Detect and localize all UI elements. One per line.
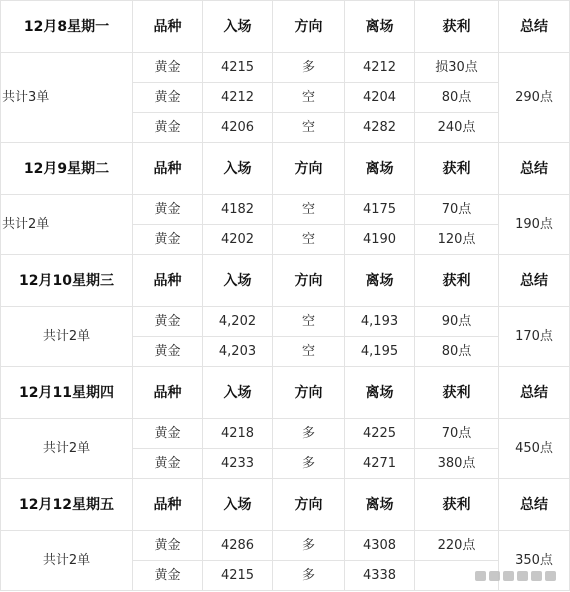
profit-header: 获利 <box>415 143 499 195</box>
direction-cell: 多 <box>273 561 345 591</box>
variety-cell: 黄金 <box>133 225 203 255</box>
variety-cell: 黄金 <box>133 53 203 83</box>
day-date: 12月9星期二 <box>1 143 133 195</box>
entry-header: 入场 <box>203 143 273 195</box>
trade-row <box>1 53 570 83</box>
entry-header: 入场 <box>203 255 273 307</box>
profit-cell: 70点 <box>415 195 499 225</box>
direction-header: 方向 <box>273 1 345 53</box>
trade-count: 共计3单 <box>1 53 133 143</box>
trade-row <box>1 195 570 225</box>
day-header-row <box>1 479 570 531</box>
direction-cell: 多 <box>273 53 345 83</box>
variety-cell: 黄金 <box>133 195 203 225</box>
summary-header: 总结 <box>499 255 570 307</box>
direction-cell: 多 <box>273 449 345 479</box>
direction-cell: 空 <box>273 113 345 143</box>
direction-cell: 空 <box>273 307 345 337</box>
profit-header: 获利 <box>415 367 499 419</box>
variety-header: 品种 <box>133 255 203 307</box>
entry-cell: 4,202 <box>203 307 273 337</box>
day-total: 290点 <box>499 53 570 143</box>
exit-cell: 4,195 <box>345 337 415 367</box>
variety-header: 品种 <box>133 143 203 195</box>
profit-cell: 240点 <box>415 113 499 143</box>
entry-cell: 4212 <box>203 83 273 113</box>
variety-header: 品种 <box>133 367 203 419</box>
profit-cell: 损30点 <box>415 53 499 83</box>
entry-cell: 4215 <box>203 561 273 591</box>
day-date: 12月8星期一 <box>1 1 133 53</box>
summary-header: 总结 <box>499 143 570 195</box>
day-total: 450点 <box>499 419 570 479</box>
entry-cell: 4202 <box>203 225 273 255</box>
entry-cell: 4233 <box>203 449 273 479</box>
day-header-row <box>1 1 570 53</box>
trade-count: 共计2单 <box>1 307 133 367</box>
profit-cell: 220点 <box>415 531 499 561</box>
direction-cell: 空 <box>273 83 345 113</box>
exit-cell: 4282 <box>345 113 415 143</box>
entry-header: 入场 <box>203 1 273 53</box>
entry-cell: 4286 <box>203 531 273 561</box>
profit-cell: 380点 <box>415 449 499 479</box>
exit-header: 离场 <box>345 255 415 307</box>
entry-cell: 4218 <box>203 419 273 449</box>
direction-header: 方向 <box>273 143 345 195</box>
exit-cell: 4204 <box>345 83 415 113</box>
entry-cell: 4,203 <box>203 337 273 367</box>
variety-header: 品种 <box>133 479 203 531</box>
day-total: 190点 <box>499 195 570 255</box>
variety-cell: 黄金 <box>133 337 203 367</box>
summary-header: 总结 <box>499 367 570 419</box>
entry-header: 入场 <box>203 479 273 531</box>
exit-cell: 4308 <box>345 531 415 561</box>
day-date: 12月10星期三 <box>1 255 133 307</box>
direction-cell: 多 <box>273 531 345 561</box>
trade-count: 共计2单 <box>1 419 133 479</box>
day-total: 350点 <box>499 531 570 591</box>
direction-cell: 空 <box>273 337 345 367</box>
variety-cell: 黄金 <box>133 113 203 143</box>
variety-cell: 黄金 <box>133 449 203 479</box>
variety-header: 品种 <box>133 1 203 53</box>
day-date: 12月11星期四 <box>1 367 133 419</box>
profit-cell: 80点 <box>415 337 499 367</box>
exit-header: 离场 <box>345 1 415 53</box>
day-date: 12月12星期五 <box>1 479 133 531</box>
profit-cell: 120点 <box>415 225 499 255</box>
entry-cell: 4182 <box>203 195 273 225</box>
variety-cell: 黄金 <box>133 531 203 561</box>
variety-cell: 黄金 <box>133 307 203 337</box>
exit-header: 离场 <box>345 143 415 195</box>
summary-header: 总结 <box>499 479 570 531</box>
exit-cell: 4212 <box>345 53 415 83</box>
profit-header: 获利 <box>415 479 499 531</box>
day-header-row <box>1 255 570 307</box>
profit-header: 获利 <box>415 255 499 307</box>
trade-row <box>1 419 570 449</box>
exit-cell: 4225 <box>345 419 415 449</box>
day-header-row <box>1 143 570 195</box>
trade-count: 共计2单 <box>1 195 133 255</box>
profit-cell: 80点 <box>415 83 499 113</box>
day-header-row <box>1 367 570 419</box>
variety-cell: 黄金 <box>133 419 203 449</box>
profit-cell: 70点 <box>415 419 499 449</box>
direction-header: 方向 <box>273 367 345 419</box>
trade-row <box>1 307 570 337</box>
direction-cell: 空 <box>273 225 345 255</box>
summary-header: 总结 <box>499 1 570 53</box>
direction-header: 方向 <box>273 479 345 531</box>
entry-cell: 4206 <box>203 113 273 143</box>
exit-cell: 4190 <box>345 225 415 255</box>
exit-header: 离场 <box>345 479 415 531</box>
exit-cell: 4175 <box>345 195 415 225</box>
trade-row <box>1 531 570 561</box>
variety-cell: 黄金 <box>133 561 203 591</box>
trade-count: 共计2单 <box>1 531 133 591</box>
day-total: 170点 <box>499 307 570 367</box>
profit-cell: 90点 <box>415 307 499 337</box>
exit-cell: 4271 <box>345 449 415 479</box>
exit-cell: 4338 <box>345 561 415 591</box>
exit-cell: 4,193 <box>345 307 415 337</box>
direction-cell: 多 <box>273 419 345 449</box>
entry-cell: 4215 <box>203 53 273 83</box>
profit-header: 获利 <box>415 1 499 53</box>
direction-cell: 空 <box>273 195 345 225</box>
variety-cell: 黄金 <box>133 83 203 113</box>
entry-header: 入场 <box>203 367 273 419</box>
exit-header: 离场 <box>345 367 415 419</box>
profit-cell <box>415 561 499 591</box>
direction-header: 方向 <box>273 255 345 307</box>
